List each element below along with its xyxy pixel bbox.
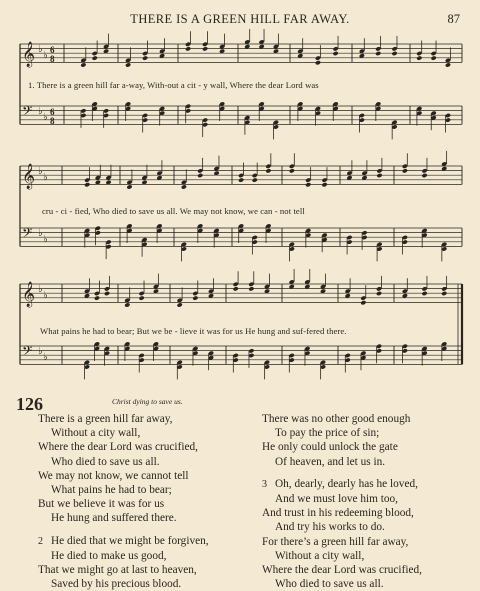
- verse-text: There was no other good enough: [262, 413, 411, 425]
- note-head: [321, 182, 327, 187]
- verse-text: Where the dear Lord was crucified,: [38, 441, 198, 454]
- verse-text: He died that we might be forgiven,: [51, 534, 209, 547]
- verse-text: And try his works to do.: [275, 521, 385, 534]
- flat-icon: ♭: [38, 44, 43, 55]
- note-head: [391, 51, 397, 56]
- verse-line: [38, 426, 209, 440]
- verse-text: That we might go at last to heaven,: [38, 564, 197, 577]
- verse-line: [262, 412, 422, 426]
- note-head: [92, 55, 98, 60]
- flat-icon: ♭: [38, 284, 43, 295]
- flat-icon: ♭: [43, 234, 48, 245]
- verse-line: [38, 497, 209, 511]
- note-head: [238, 177, 244, 182]
- time-signature: 8: [50, 54, 55, 64]
- page-number: 87: [447, 12, 460, 26]
- flat-icon: ♭: [38, 346, 43, 357]
- stanza-number: 3: [262, 478, 267, 490]
- verse-line: [38, 483, 209, 497]
- time-signature: 6: [50, 107, 55, 117]
- note-head: [421, 173, 427, 178]
- bass-clef-icon: 𝄢: [22, 225, 33, 244]
- verse-text: But we believe it was for us: [38, 498, 165, 511]
- note-head: [305, 182, 311, 187]
- bass-clef-icon: 𝄢: [22, 343, 33, 362]
- note-head: [126, 184, 132, 189]
- verse-column-right: [262, 412, 422, 591]
- note-head: [233, 286, 239, 291]
- note-head: [441, 291, 447, 296]
- note-head: [265, 168, 271, 173]
- treble-clef-icon: 𝄞: [22, 282, 36, 307]
- note-head: [315, 60, 321, 65]
- note-head: [376, 291, 382, 296]
- verse-text: For there’s a green hill far away,: [262, 535, 409, 548]
- verse-line: [262, 426, 422, 440]
- verse-line: [38, 412, 209, 426]
- note-head: [445, 62, 451, 67]
- note-head: [124, 302, 130, 307]
- time-signature: 8: [50, 116, 55, 126]
- note-head: [416, 55, 422, 60]
- verse-line: [262, 535, 422, 549]
- page-title: THERE IS A GREEN HILL FAR AWAY.: [130, 12, 350, 26]
- treble-clef-icon: 𝄞: [22, 42, 36, 67]
- note-head: [84, 182, 90, 187]
- verse-text: Saved by his precious blood.: [51, 578, 182, 591]
- flat-icon: ♭: [43, 172, 48, 183]
- verse-text: Where the dear Lord was crucified,: [262, 564, 422, 577]
- verse-line: [38, 577, 209, 591]
- verse-line: [38, 563, 209, 577]
- flat-icon: ♭: [38, 106, 43, 117]
- verse-line: [262, 520, 422, 534]
- verse-text: And trust in his redeeming blood,: [262, 507, 414, 520]
- verse-line: [38, 455, 209, 469]
- verse-text: Without a city wall,: [275, 549, 365, 562]
- verse-text: What pains he had to bear;: [51, 484, 172, 497]
- verse-text: And we must love him too,: [275, 493, 399, 506]
- note-head: [289, 168, 295, 173]
- verse-line: [262, 549, 422, 563]
- verse-text: He died to make us good,: [51, 549, 167, 562]
- note-head: [185, 46, 191, 51]
- verse-line: [262, 492, 422, 506]
- verse-text: Without a city wall,: [51, 427, 141, 440]
- lyric-line-1: 1. There is a green hill far a-way, With-out a cit - y wall, Where the dear Lord was: [28, 80, 319, 90]
- flat-icon: ♭: [38, 228, 43, 239]
- note-head: [333, 51, 339, 56]
- time-signature: 6: [50, 45, 55, 55]
- verse-column-left: [38, 412, 209, 591]
- lyric-line-2: cru - ci - fied, Who died to save us all. We may not know, we can - not tell: [42, 206, 305, 216]
- verse-line: [262, 455, 422, 469]
- note-head: [248, 286, 254, 291]
- verse-text: Oh, dearly, dearly has he loved,: [275, 477, 418, 490]
- hymn-number: 126: [16, 394, 43, 414]
- note-head: [177, 302, 183, 307]
- note-head: [202, 46, 208, 51]
- verse-line: [38, 534, 209, 549]
- verse-text: He only could unlock the gate: [262, 441, 398, 454]
- flat-icon: ♭: [43, 50, 48, 61]
- note-head: [197, 173, 203, 178]
- verse-line: [262, 577, 422, 591]
- verse-text: Of heaven, and let us in.: [275, 455, 386, 468]
- verse-text: Who died to save us all.: [51, 455, 160, 468]
- lyric-line-3: What pains he had to bear; But we be - lieve it was for us He hung and suf-fered there.: [40, 326, 347, 336]
- verse-line: [262, 506, 422, 520]
- note-head: [252, 177, 258, 182]
- stanza-number: 2: [38, 535, 43, 547]
- verse-text: There is a green hill far away,: [38, 413, 173, 425]
- note-head: [192, 295, 198, 300]
- verse-line: [262, 440, 422, 454]
- verse-line: [262, 563, 422, 577]
- note-head: [139, 295, 145, 300]
- hymn-subtitle: Christ dying to save us.: [112, 397, 183, 406]
- verse-text: Who died to save us all.: [275, 578, 384, 591]
- note-head: [94, 295, 100, 300]
- flat-icon: ♭: [43, 352, 48, 363]
- verse-text: To pay the price of sin;: [275, 427, 380, 440]
- note-head: [376, 173, 382, 178]
- flat-icon: ♭: [38, 166, 43, 177]
- flat-icon: ♭: [43, 112, 48, 123]
- note-head: [360, 300, 366, 305]
- note-head: [142, 55, 148, 60]
- note-head: [80, 62, 86, 67]
- note-head: [431, 55, 437, 60]
- note-head: [181, 184, 187, 189]
- verse-line: [262, 477, 422, 492]
- note-head: [104, 291, 110, 296]
- verse-line: [38, 549, 209, 563]
- note-head: [421, 291, 427, 296]
- verse-text: He hung and suffered there.: [51, 512, 177, 525]
- note-head: [402, 168, 408, 173]
- verse-text: We may not know, we cannot tell: [38, 469, 189, 482]
- stanza-gap: [262, 469, 422, 477]
- note-head: [375, 51, 381, 56]
- treble-clef-icon: 𝄞: [22, 164, 36, 189]
- verse-line: [38, 469, 209, 483]
- verse-line: [38, 511, 209, 525]
- bass-clef-icon: 𝄢: [22, 103, 33, 122]
- note-head: [125, 62, 131, 67]
- stanza-gap: [38, 526, 209, 534]
- flat-icon: ♭: [43, 290, 48, 301]
- verse-line: [38, 440, 209, 454]
